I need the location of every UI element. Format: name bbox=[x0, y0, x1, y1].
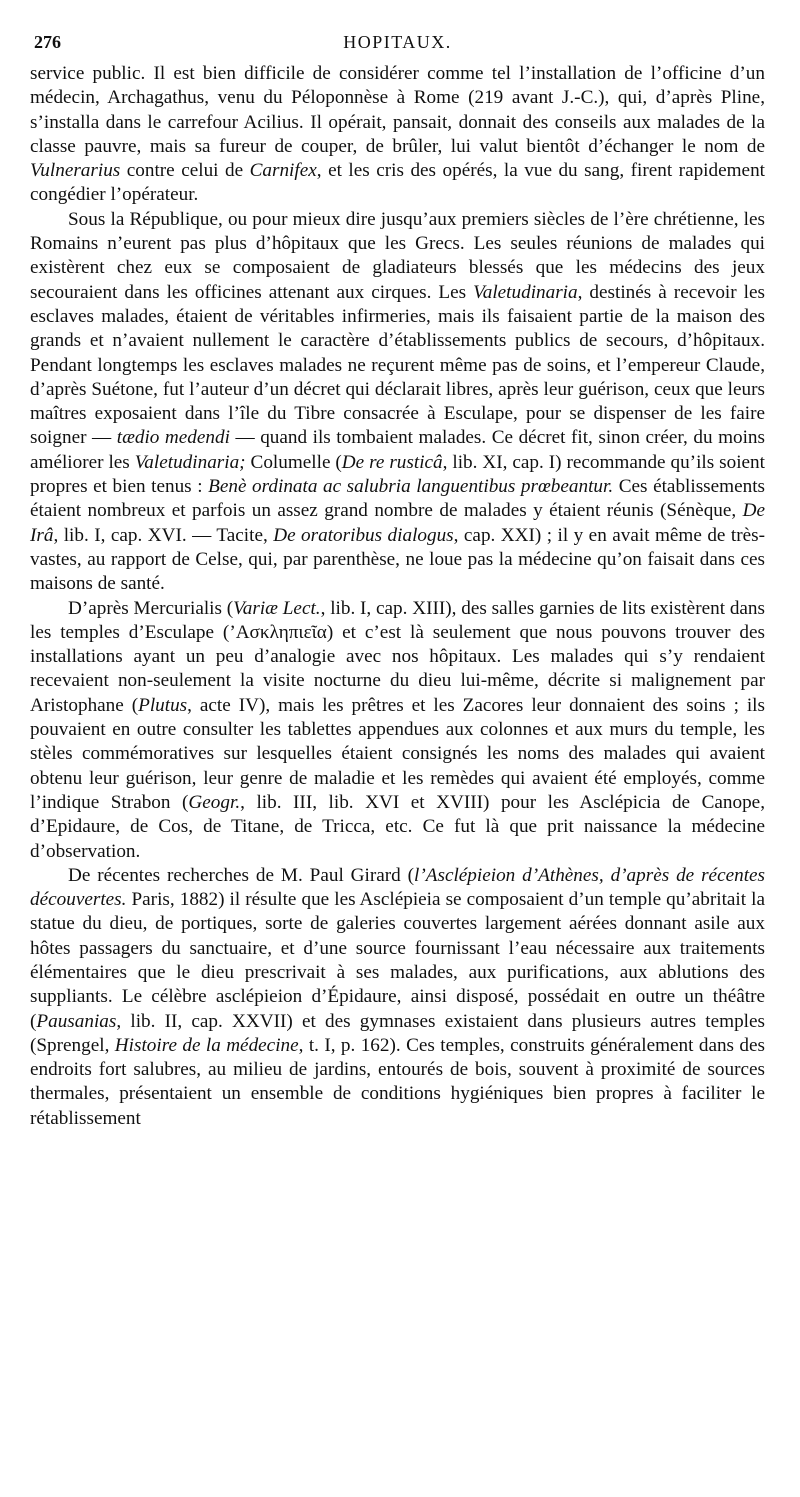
text-run: — quand ils tombaient malades. Ce décret fit, sinon créer, du moins améliorer les bbox=[30, 427, 765, 473]
text-run: , t. I, p. 162). Ces temples, construits généralement dans des endroits fort salubres, au milieu de jardins, entourés de bois, souvent à proximité de sources thermales, présentaient un ensemble de conditions hygiéniques bien propres à faciliter le rétablissement bbox=[30, 1034, 765, 1129]
italic-run: Histoire de la médecine bbox=[114, 1034, 299, 1056]
text-run: Columelle ( bbox=[245, 451, 342, 473]
italic-run: De Irâ bbox=[30, 500, 765, 546]
italic-run: Valetudinaria; bbox=[134, 451, 246, 473]
paragraph bbox=[30, 62, 765, 208]
text-run: , lib. I, cap. XVI. — Tacite, bbox=[53, 524, 274, 546]
page-number: 276 bbox=[34, 32, 61, 52]
page bbox=[30, 32, 765, 1131]
text-run: , acte IV), mais les prêtres et les Zacores leur donnaient des soins ; ils pouvaient en outre consulter les tablettes appendues aux colonnes et aux murs du temple, les stèles commémoratives sur lesquelles étaient consignés les noms des malades qui avaient obtenu leur guérison, leur genre de maladie et les remèdes qui avaient été employés, comme l’indique Strabon ( bbox=[30, 694, 765, 813]
italic-run: Carnifex bbox=[249, 160, 317, 182]
running-title: HOPITAUX. bbox=[343, 32, 452, 52]
paragraph bbox=[30, 597, 765, 864]
italic-run: Pausanias bbox=[36, 1010, 117, 1032]
italic-run: De oratoribus dialogus bbox=[273, 524, 454, 546]
italic-run: tædio medendi bbox=[116, 427, 230, 449]
italic-run: Benè ordinata ac salubria languentibus prœbeantur. bbox=[208, 476, 614, 498]
italic-run: Geogr. bbox=[188, 791, 241, 813]
italic-run: Plutus bbox=[138, 694, 188, 716]
italic-run: Variæ Lect. bbox=[233, 597, 321, 619]
text-run: Ces établissements étaient nombreux et parfois un assez grand nombre de malades y étaient réunis (Sénèque, bbox=[30, 476, 765, 522]
text-run: contre celui de bbox=[120, 160, 250, 182]
page-header bbox=[30, 32, 765, 62]
paragraph bbox=[30, 864, 765, 1131]
paragraph bbox=[30, 208, 765, 597]
text-run: , lib. II, cap. XXVII) et des gymnases existaient dans plusieurs autres temples (Sprengel, bbox=[30, 1010, 765, 1056]
text-run: , lib. III, lib. XVI et XVIII) pour les Asclépicia de Canope, d’Epidaure, de Cos, de Titane, de Tricca, etc. Ce fut là que prit naissance la médecine d’observation. bbox=[30, 791, 765, 862]
text-run: service public. Il est bien difficile de considérer comme tel l’installation de l’officine d’un médecin, Archagathus, venu du Péloponnèse à Rome (219 avant J.-C.), qui, d’après Pline, s’installa dans le carrefour Acilius. Il opérait, pansait, donnait des conseils aux malades de la classe pauvre, mais sa fureur de couper, de brûler, lui valut bientôt d’échanger le nom de bbox=[30, 63, 765, 157]
text-run: , lib. XI, cap. I) recommande qu’ils soient propres et bien tenus : bbox=[30, 451, 765, 498]
italic-run: De re rusticâ bbox=[341, 451, 443, 473]
text-run: Sous la République, ou pour mieux dire jusqu’aux premiers siècles de l’ère chrétienne, les Romains n’eurent pas plus d’hôpitaux que les Grecs. Les seules réunions de malades qui existèrent chez eux se composaient de gladiateurs blessés que les médecins des jeux secouraient dans les officines attenant aux cirques. Les bbox=[30, 208, 765, 303]
text-run: , destinés à recevoir les esclaves malades, étaient de véritables infirmeries, mais ils faisaient partie de la maison des grands et n’avaient nullement le caractère d’établissements publics de secours, d’hôpitaux. Pendant longtemps les esclaves malades ne reçurent même pas de soins, et l’empereur Claude, d’après Suétone, fut l’auteur d’un décret qui déclarait libres, après leur guérison, ceux que leurs maîtres exposaient dans l’île du Tibre consacrée à Esculape, pour se dispenser de les faire soigner — bbox=[30, 281, 765, 449]
body-text bbox=[30, 62, 765, 1131]
text-run: De récentes recherches de M. Paul Girard ( bbox=[68, 864, 415, 886]
text-run: , lib. I, cap. XIII), des salles garnies de lits existèrent dans les temples d’Esculape (’Ασκληπιεῖα) et c’est là seulement que nous pouvons trouver des installations ayant un peu d’analogie avec nos hôpitaux. Les malades qui s’y rendaient recevaient non-seulement la visite nocturne du dieu lui-même, décrite si malignement par Aristophane ( bbox=[30, 597, 765, 716]
text-run: , et les cris des opérés, la vue du sang, firent rapidement congédier l’opérateur. bbox=[30, 160, 765, 206]
text-run: Paris, 1882) il résulte que les Asclépieia se composaient d’un temple qu’abritait la statue du dieu, de portiques, sorte de galeries couvertes largement aérées donnant asile aux hôtes passagers du sanctuaire, et d’une source fournissant l’eau nécessaire aux traitements élémentaires que le dieu prescrivait à ses malades, aux purifications, aux ablutions des suppliants. Le célèbre asclépieion d’Épidaure, ainsi disposé, possédait en outre un théâtre ( bbox=[30, 889, 765, 1032]
text-run: D’après Mercurialis ( bbox=[68, 597, 234, 619]
italic-run: l’Asclépieion d’Athènes, d’après de récentes découvertes. bbox=[30, 864, 766, 911]
italic-run: Valetudinaria bbox=[473, 281, 578, 303]
text-run: , cap. XXI) ; il y en avait même de très-vastes, au rapport de Celse, qui, par parenthèse, ne loue pas la médecine qu’on faisait dans ces maisons de santé. bbox=[30, 524, 765, 595]
italic-run: Vulnerarius bbox=[30, 160, 121, 182]
